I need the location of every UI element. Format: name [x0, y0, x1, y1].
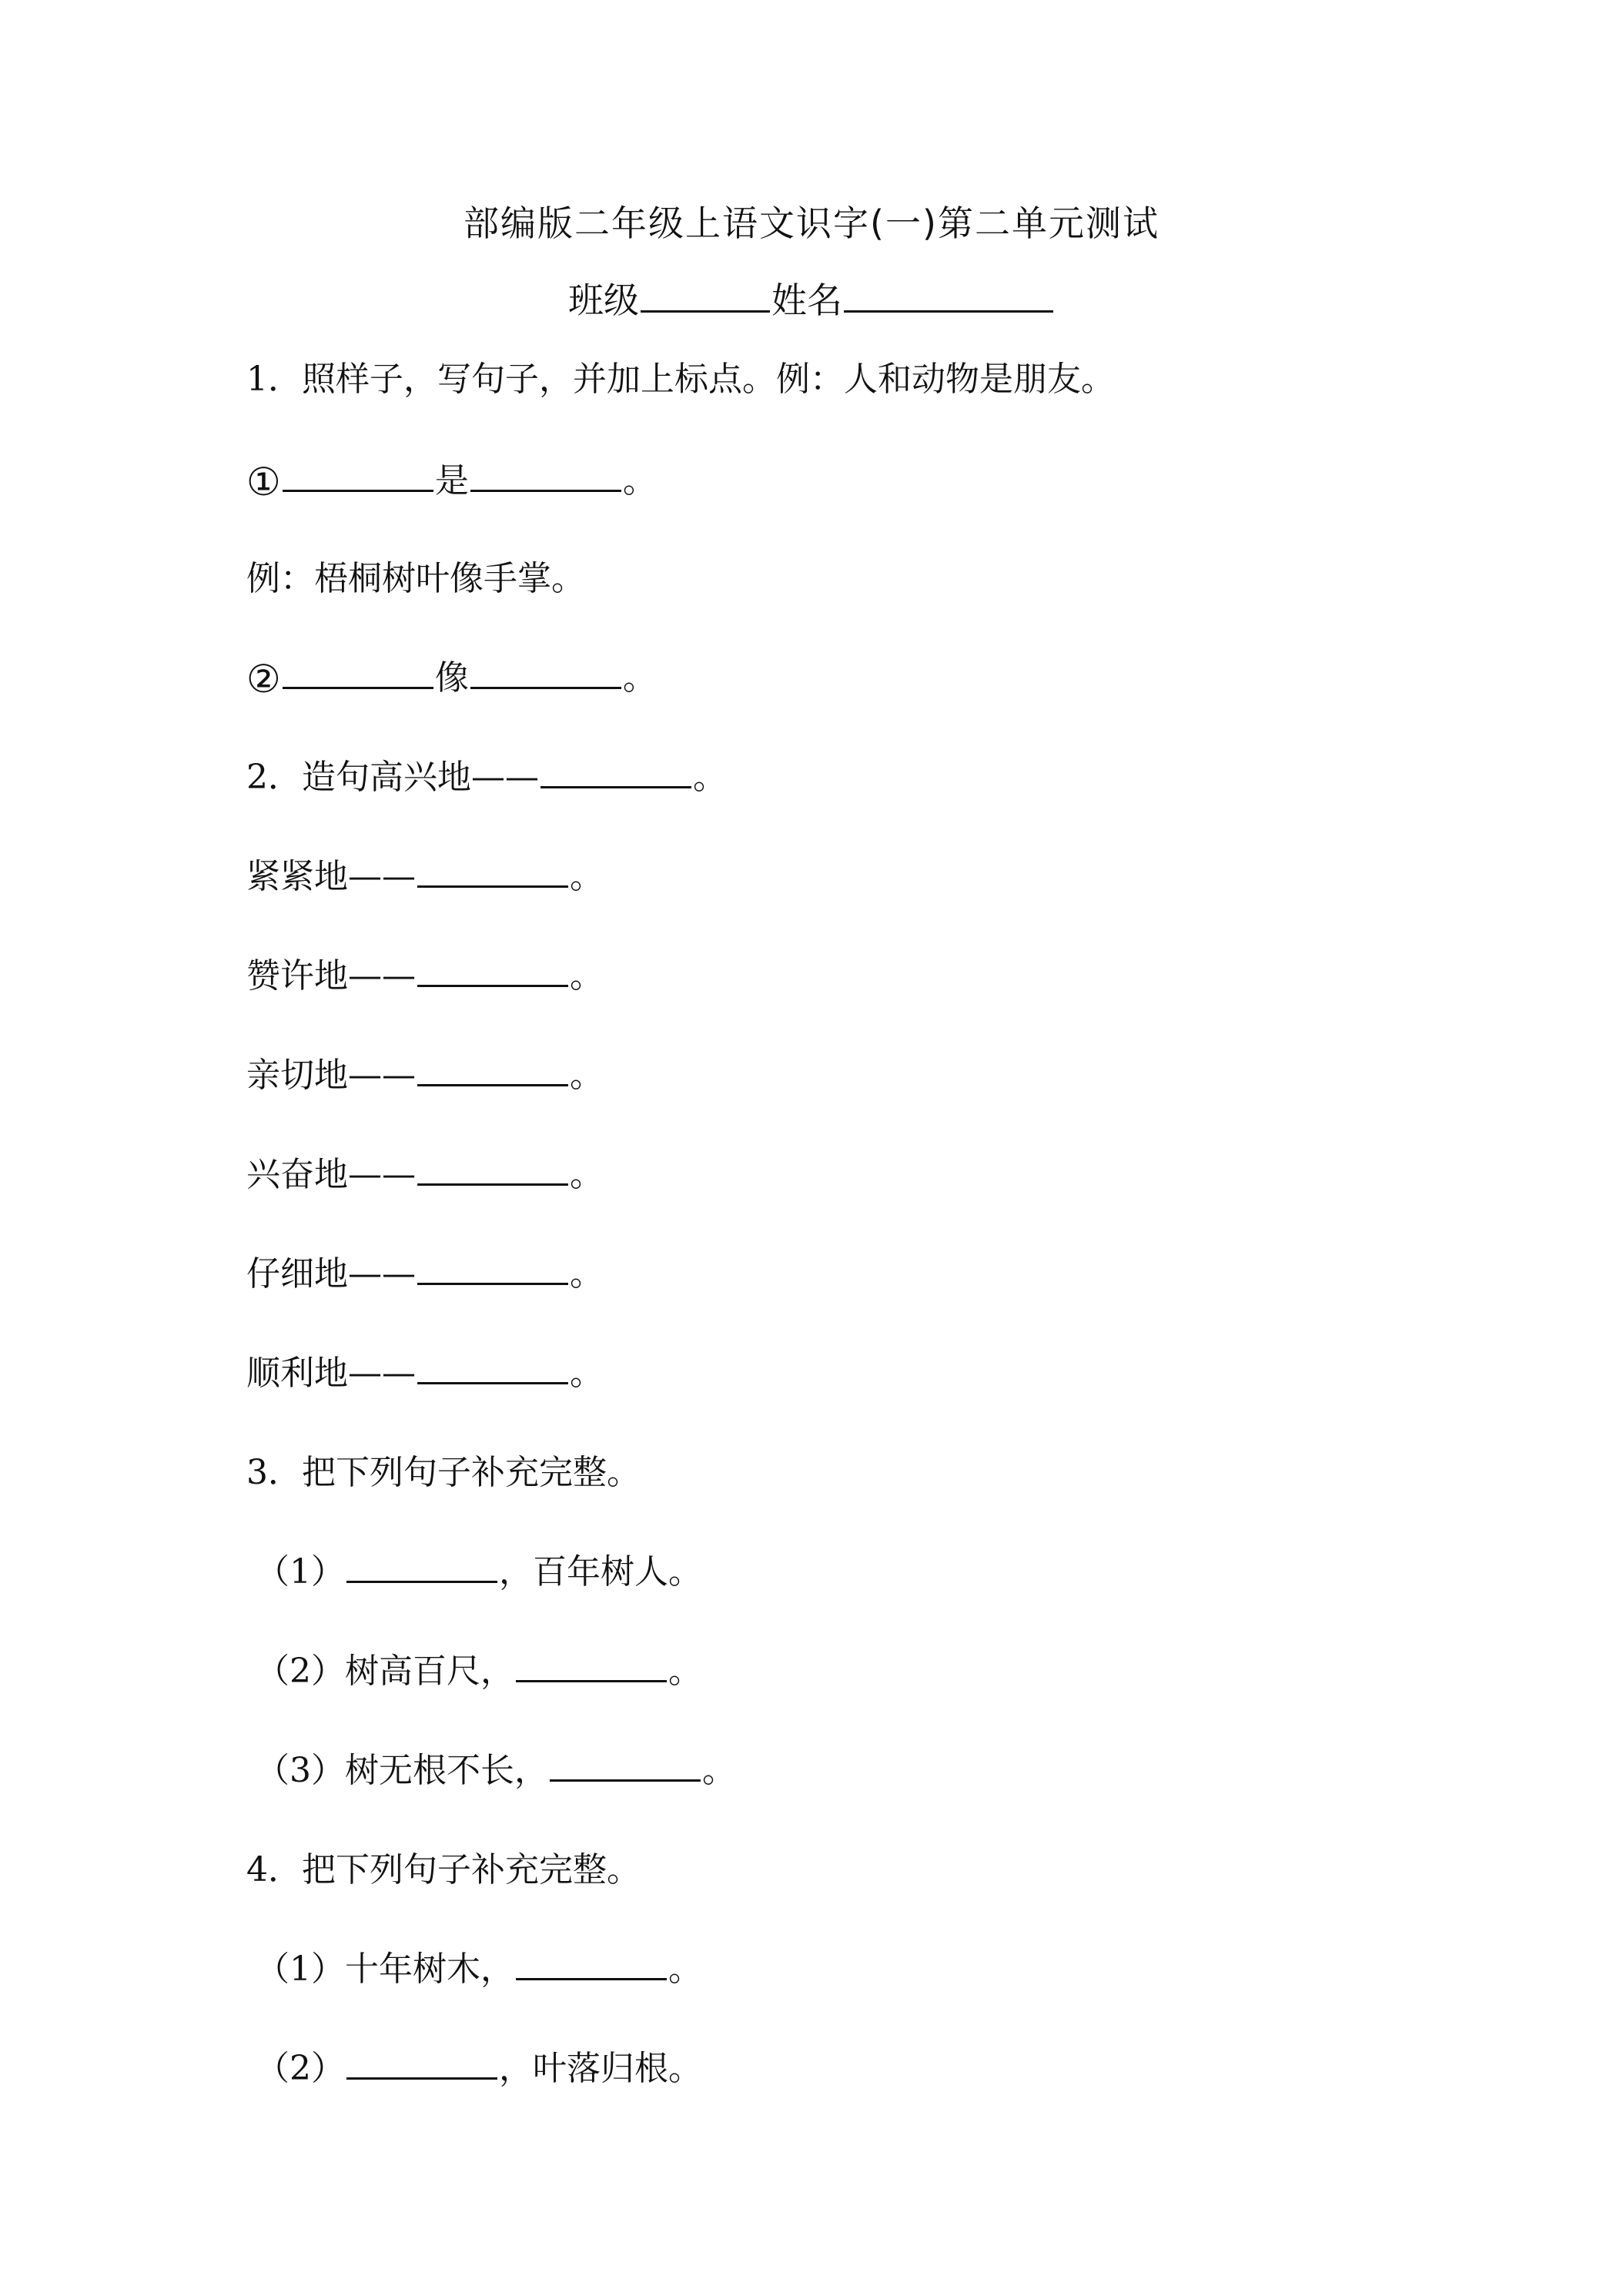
q4-prompt: 4．把下列句子补充完整。: [246, 1850, 641, 1889]
q4-item: [256, 2042, 702, 2096]
q3-item-after: ，百年树人。: [499, 1552, 702, 1591]
page-title: 部编版二年级上语文识字(一)第二单元测试: [463, 202, 1160, 244]
q1-item-1: [246, 454, 657, 509]
q3-item-number: （3）: [256, 1751, 345, 1790]
q4-item-blank[interactable]: [516, 1977, 667, 1980]
class-blank[interactable]: [641, 310, 770, 313]
q2-item-blank[interactable]: [417, 1282, 568, 1285]
q4-item-before: 十年树木，: [345, 1950, 514, 1989]
q2-item: [246, 1247, 604, 1301]
q3-item-end: 。: [702, 1751, 736, 1790]
q2-item-label: 紧紧地——: [246, 857, 416, 896]
q2-item-end: 。: [570, 1254, 604, 1294]
q1-item-2: [246, 651, 657, 706]
q3-item-blank[interactable]: [516, 1679, 667, 1682]
q1-example-2: 例：梧桐树叶像手掌。: [246, 559, 585, 598]
q1-item-1-end: 。: [622, 461, 657, 500]
q2-prompt: [246, 751, 727, 805]
q3-prompt: 3．把下列句子补充完整。: [246, 1453, 641, 1492]
q2-item: [246, 949, 604, 1003]
q2-item-label: 亲切地——: [246, 1056, 416, 1095]
q1-item-2-end: 。: [622, 658, 657, 698]
q2-item: [246, 850, 604, 904]
q2-prompt-text: 2．造句高兴地——: [246, 758, 539, 797]
q2-item-blank[interactable]: [417, 1183, 568, 1186]
q2-item-label: 仔细地——: [246, 1254, 416, 1294]
q2-item-blank[interactable]: [417, 984, 568, 987]
q2-item-label: 兴奋地——: [246, 1155, 416, 1194]
q1-item-2-mid: 像: [434, 658, 469, 698]
q3-item: [256, 1645, 702, 1699]
q3-item: [256, 1744, 736, 1798]
name-label: 姓名: [771, 279, 842, 321]
q2-item-label: 赞许地——: [246, 956, 416, 996]
q2-item-end: 。: [570, 1354, 604, 1393]
q1-prompt: 1．照样子，写句子，并加上标点。例：人和动物是朋友。: [246, 360, 1115, 399]
q1-item-1-mid: 是: [434, 461, 469, 500]
q1-item-2-blank-b[interactable]: [470, 686, 621, 689]
q3-item-blank[interactable]: [346, 1580, 497, 1583]
q3-item-before: 树无根不长，: [345, 1751, 548, 1790]
q2-item: [246, 1049, 604, 1103]
q2-item-end: 。: [570, 1056, 604, 1095]
q4-item-end: 。: [668, 1950, 702, 1989]
q1-item-1-number: ①: [246, 460, 281, 504]
class-name-row: [0, 273, 1623, 327]
q3-item-number: （1）: [256, 1552, 345, 1591]
q3-item: [256, 1545, 702, 1599]
q2-prompt-blank[interactable]: [540, 785, 691, 788]
q3-item-number: （2）: [256, 1652, 345, 1691]
q4-item-blank[interactable]: [346, 2077, 497, 2080]
q2-item-blank[interactable]: [417, 1083, 568, 1086]
q2-item: [246, 1347, 604, 1401]
q4-item: [256, 1943, 702, 1996]
name-blank[interactable]: [844, 310, 1053, 313]
q2-prompt-end: 。: [693, 758, 727, 797]
q1-item-1-blank-b[interactable]: [470, 489, 621, 492]
q4-item-after: ，叶落归根。: [499, 2049, 702, 2088]
q1-item-1-blank-a[interactable]: [283, 489, 433, 492]
q3-item-before: 树高百尺，: [345, 1652, 514, 1691]
class-label: 班级: [568, 279, 639, 321]
q2-item-blank[interactable]: [417, 885, 568, 888]
q2-item-end: 。: [570, 956, 604, 996]
q2-item-end: 。: [570, 857, 604, 896]
q2-item-label: 顺利地——: [246, 1354, 416, 1393]
q3-item-blank[interactable]: [550, 1779, 701, 1782]
q2-item-end: 。: [570, 1155, 604, 1194]
q2-item-blank[interactable]: [417, 1381, 568, 1384]
q4-item-number: （1）: [256, 1950, 345, 1989]
q2-item: [246, 1148, 604, 1202]
q1-item-2-blank-a[interactable]: [283, 686, 433, 689]
q4-item-number: （2）: [256, 2049, 345, 2088]
q1-item-2-number: ②: [246, 657, 281, 701]
q3-item-end: 。: [668, 1652, 702, 1691]
